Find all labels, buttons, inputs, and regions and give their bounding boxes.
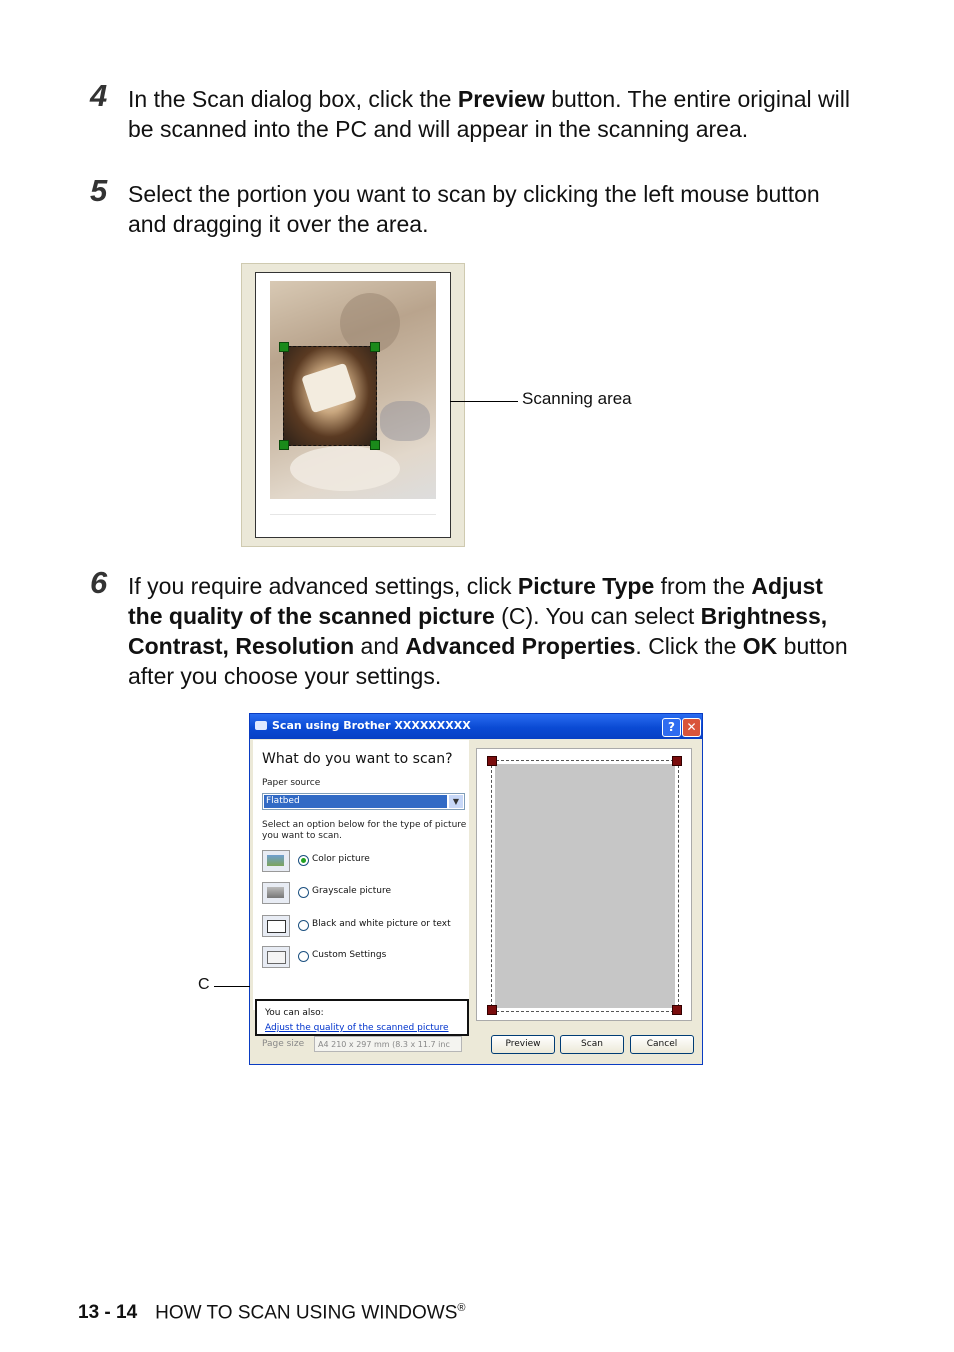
step-text: Select the portion you want to scan by clicking the left mouse button and dragging it over the area. [128,181,820,237]
instructions-text: Select an option below for the type of picture you want to scan. [262,820,467,841]
scan-area-handle[interactable] [672,756,682,766]
scan-button[interactable]: Scan [560,1035,624,1054]
radio-button[interactable] [298,855,309,866]
you-can-also-label: You can also: [265,1008,324,1018]
option-grayscale-picture[interactable] [262,882,462,906]
radio-button[interactable] [298,951,309,962]
selection-handle[interactable] [279,440,289,450]
step-text: If you require advanced settings, click Picture Type from the Adjust the quality of the scanned picture (C). You can select Brightness, Contrast, Resolution and Advanced Properties. Click the OK button after you choose your settings. [128,573,848,689]
scanning-area-label: Scanning area [522,389,632,408]
option-label: Black and white picture or text [312,919,451,929]
step-number: 4 [90,78,108,113]
selection-rectangle[interactable] [283,346,377,446]
grayscale-picture-icon [262,882,290,904]
page-number: 13 - 14 [78,1302,138,1324]
step-text: In the Scan dialog box, click the Preview button. The entire original will be scanned into the PC and will appear in the scanning area. [128,86,850,142]
cancel-button[interactable]: Cancel [630,1035,694,1054]
selection-handle[interactable] [370,342,380,352]
option-black-white[interactable] [262,915,462,939]
radio-button[interactable] [298,887,309,898]
text-document-icon [262,915,290,937]
scan-area[interactable] [491,760,679,1012]
option-label: Grayscale picture [312,886,392,896]
page-divider [270,514,436,515]
callout-line [214,986,250,987]
dialog-titlebar[interactable] [250,714,702,739]
option-color-picture[interactable] [262,850,462,874]
scanning-area-figure [241,263,465,547]
scan-area-handle[interactable] [487,1005,497,1015]
adjust-quality-link[interactable]: Adjust the quality of the scanned picture [265,1023,449,1033]
page-footer [78,1302,466,1324]
radio-button[interactable] [298,920,309,931]
dialog-question: What do you want to scan? [262,751,453,767]
page-size-label: Page size [262,1039,305,1049]
chapter-title: HOW TO SCAN USING WINDOWS [155,1302,458,1324]
step-number: 6 [90,565,108,600]
scan-dialog [249,713,703,1065]
photo-detail [301,363,356,413]
photo-detail [290,446,400,491]
scan-area-handle[interactable] [487,756,497,766]
preview-pane [476,748,692,1021]
selection-handle[interactable] [279,342,289,352]
photo-detail [380,401,430,441]
option-custom-settings[interactable] [262,946,462,970]
scanner-icon [255,721,267,730]
chevron-down-icon[interactable]: ▼ [449,795,463,808]
scan-area-handle[interactable] [672,1005,682,1015]
dialog-title: Scan using Brother XXXXXXXXX [272,719,471,732]
help-button[interactable]: ? [662,718,681,737]
page-size-select: A4 210 x 297 mm (8.3 x 11.7 inc [314,1036,462,1052]
callout-line [450,401,518,402]
color-picture-icon [262,850,290,872]
callout-c-label: C [198,976,210,993]
scan-area-fill [495,764,675,1008]
registered-mark: ® [457,1302,466,1314]
preview-button[interactable]: Preview [491,1035,555,1054]
paper-source-select[interactable] [262,793,465,810]
options-panel [253,740,469,1033]
option-label: Color picture [312,854,370,864]
custom-settings-icon [262,946,290,968]
paper-source-label: Paper source [262,778,321,788]
you-can-also-box [255,999,469,1036]
step-number: 5 [90,173,108,208]
paper-source-value: Flatbed [264,795,447,808]
close-button[interactable]: ✕ [682,718,701,737]
option-label: Custom Settings [312,950,387,960]
selection-handle[interactable] [370,440,380,450]
